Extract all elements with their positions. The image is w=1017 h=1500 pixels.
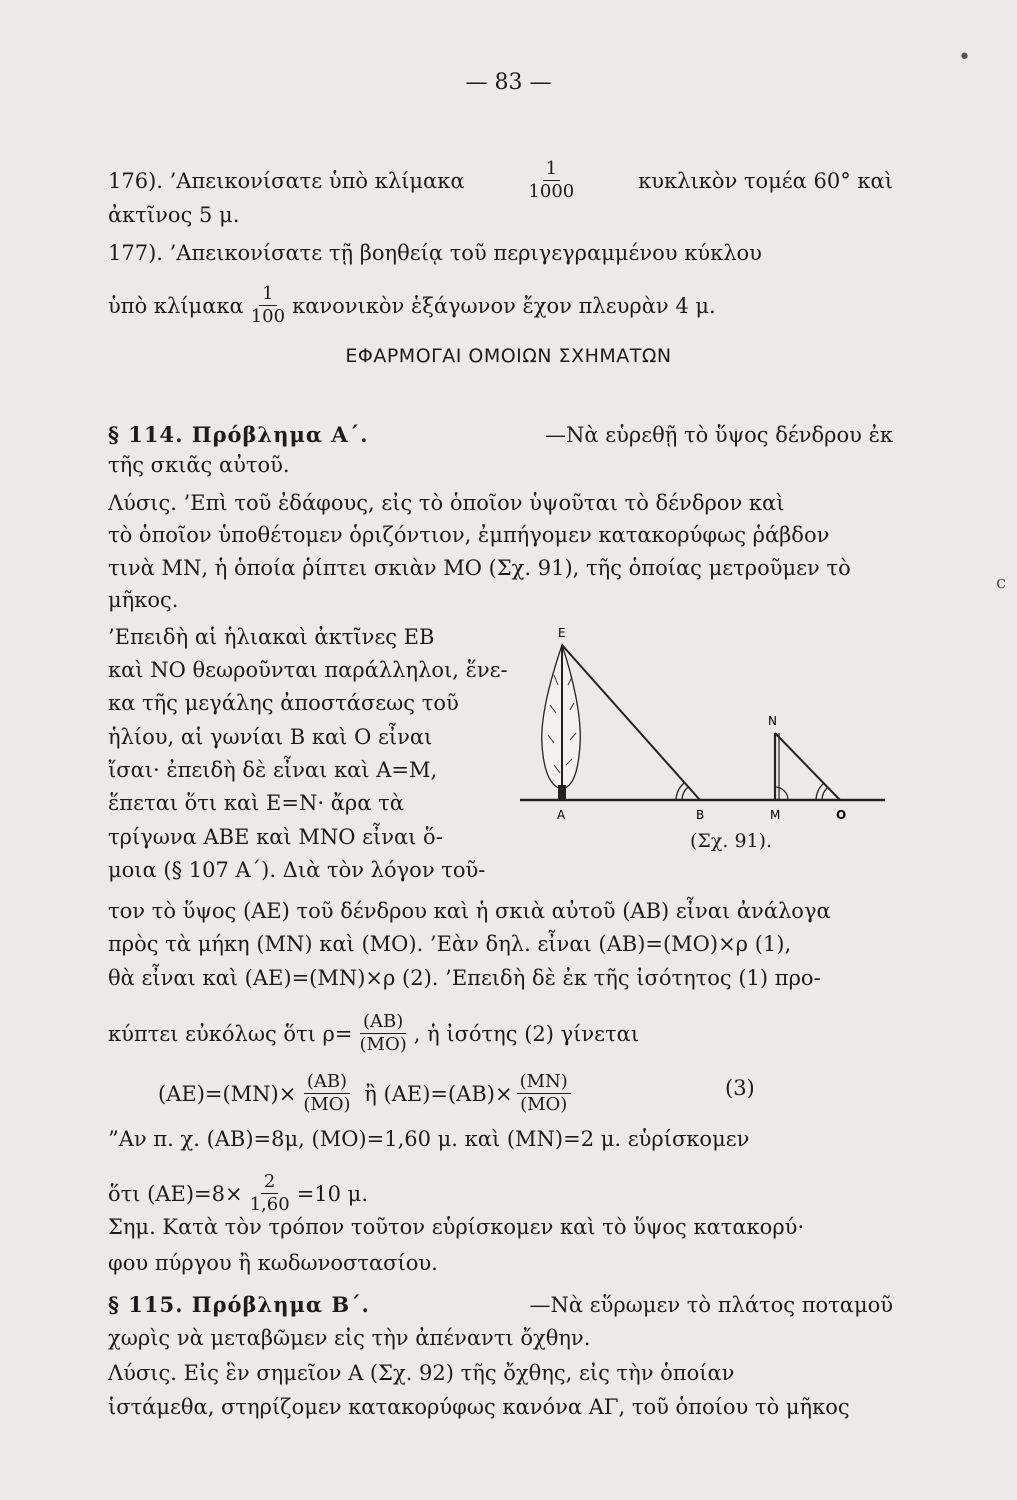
narrow-line-1: ’Επειδὴ αἱ ἡλιακαὶ ἀκτῖνες ΕΒ	[108, 625, 435, 649]
narrow-line-5: ἴσαι· ἐπειδὴ δὲ εἶναι καὶ Α=Μ,	[108, 758, 438, 782]
fraction-1-100: $\frac{1}{100}$	[250, 283, 286, 327]
page-number: — 83 —	[465, 70, 552, 95]
problem-115-title-2: χωρὶς νὰ μεταβῶμεν εἰς τὴν ἀπέναντι ὄχθην.	[108, 1326, 591, 1350]
exercise-176-line-1: 176). ’Απεικονίσατε ὑπὸ κλίμακα $\frac{1}{1000}$ κυκλικὸν τομέα 60° καὶ	[108, 158, 893, 202]
wide-line-3: θὰ εἶναι καὶ (ΑΕ)=(ΜΝ)×ρ (2). ’Επειδὴ δὲ ἐκ τῆς ἰσότητος (1) προ-	[108, 966, 821, 990]
fraction-eq-2: $\frac{(MN)}{(MO)}$	[517, 1073, 571, 1114]
exercise-177-line-1: 177). ’Απεικονίσατε τῇ βοηθείᾳ τοῦ περιγεγραμμένου κύκλου	[108, 241, 762, 265]
problem-115-title: § 115. Πρόβλημα Β΄. —Νὰ εὕρωμεν τὸ πλάτος ποταμοῦ	[108, 1290, 893, 1320]
solution-line-3: τινὰ ΜΝ, ἡ ὁποία ῥίπτει σκιὰν ΜΟ (Σχ. 91), τῆς ὁποίας μετροῦμεν τὸ	[108, 556, 851, 580]
narrow-line-2: καὶ ΝΟ θεωροῦνται παράλληλοι, ἕνε-	[108, 658, 508, 682]
label-O: O	[836, 808, 847, 822]
solution-line-2: τὸ ὁποῖον ὑποθέτομεν ὁριζόντιον, ἐμπήγομεν κατακορύφως ῥάβδον	[108, 523, 830, 547]
problem-114-title: § 114. Πρόβλημα Α΄. —Νὰ εὑρεθῇ τὸ ὕψος δένδρου ἐκ	[108, 420, 893, 450]
p115-solution-line-1: Λύσις. Εἰς ἓν σημεῖον Α (Σχ. 92) τῆς ὄχθης, εἰς τὴν ὁποίαν	[108, 1361, 735, 1385]
solution-line-4: μῆκος.	[108, 588, 179, 612]
exercise-177-line-2: ὑπὸ κλίμακα $\frac{1}{100}$ κανονικὸν ἑξάγωνον ἔχον πλευρὰν 4 μ.	[108, 283, 716, 327]
label-M: M	[770, 808, 781, 822]
narrow-line-4: ἡλίου, αἱ γωνίαι Β καὶ Ο εἶναι	[108, 725, 433, 749]
example-line-1: ”Αν π. χ. (ΑΒ)=8μ, (ΜΟ)=1,60 μ. καὶ (ΜΝ)=2 μ. εὑρίσκομεν	[108, 1127, 750, 1151]
fraction-AB-MO: $\frac{(AB)}{(MO)}$	[359, 1011, 407, 1055]
narrow-line-6: ἕπεται ὅτι καὶ Ε=Ν· ἄρα τὰ	[108, 791, 404, 815]
narrow-line-3: κα τῆς μεγάλης ἀποστάσεως τοῦ	[108, 691, 459, 715]
exercise-176-line-2: ἀκτῖνος 5 μ.	[108, 203, 240, 227]
fraction-1-1000: $\frac{1}{1000}$	[528, 158, 575, 202]
label-B: B	[696, 808, 705, 822]
label-A: A	[557, 808, 566, 822]
narrow-line-8: μοια (§ 107 Α΄). Διὰ τὸν λόγον τοῦ-	[108, 858, 486, 882]
problem-114-title-2: τῆς σκιᾶς αὐτοῦ.	[108, 453, 290, 477]
ray-NO	[775, 733, 840, 800]
figure-caption: (Σχ. 91).	[690, 830, 773, 852]
label-N: N	[768, 714, 777, 728]
ray-EB	[562, 645, 700, 800]
wide-line-2: πρὸς τὰ μήκη (ΜΝ) καὶ (ΜΟ). ’Εὰν δηλ. εἶναι (ΑΒ)=(ΜΟ)×ρ (1),	[108, 932, 792, 956]
wide-line-4: κύπτει εὐκόλως ὅτι ρ= $\frac{(AB)}{(MO)}$ , ἡ ἰσότης (2) γίνεται	[108, 1011, 640, 1055]
margin-mark: c	[996, 572, 1007, 593]
tree-trunk	[558, 785, 566, 800]
example-line-2: ὅτι (ΑΕ)=8× $\frac{2}{1,60}$ =10 μ.	[108, 1171, 369, 1215]
fraction-2-160: $\frac{2}{1,60}$	[249, 1171, 290, 1215]
fraction-eq-1: $\frac{(AB)}{(MO)}$	[303, 1071, 351, 1115]
narrow-line-7: τρίγωνα ΑΒΕ καὶ ΜΝΟ εἶναι ὅ-	[108, 825, 443, 849]
note-line-2: φου πύργου ἢ κωδωνοστασίου.	[108, 1251, 438, 1275]
section-heading: ΕΦΑΡΜΟΓΑΙ ΟΜΟΙΩΝ ΣΧΗΜΑΤΩΝ	[345, 345, 672, 367]
equation-number: (3)	[725, 1076, 755, 1100]
p115-solution-line-2: ἱστάμεθα, στηρίζομεν κατακορύφως κανόνα ΑΓ, τοῦ ὁποίου τὸ μῆκος	[108, 1395, 850, 1419]
problem-115-label: § 115. Πρόβλημα Β΄.	[108, 1292, 370, 1317]
label-E: E	[558, 626, 566, 640]
solution-line-1: Λύσις. ’Επὶ τοῦ ἐδάφους, εἰς τὸ ὁποῖον ὑψοῦται τὸ δένδρον καὶ	[108, 491, 785, 515]
equation-3: (ΑΕ)=(ΜΝ)× $\frac{(AB)}{(MO)}$ ἢ (ΑΕ)=(ΑΒ)× $\frac{(MN)}{(MO)}$	[158, 1073, 778, 1114]
wide-line-1: τον τὸ ὕψος (ΑΕ) τοῦ δένδρου καὶ ἡ σκιὰ αὐτοῦ (ΑΒ) εἶναι ἀνάλογα	[108, 899, 831, 923]
note-line-1: Σημ. Κατὰ τὸν τρόπον τοῦτον εὑρίσκομεν καὶ τὸ ὕψος κατακορύ·	[108, 1215, 805, 1239]
margin-dot: •	[958, 45, 971, 70]
problem-114-label: § 114. Πρόβλημα Α΄.	[108, 422, 369, 447]
